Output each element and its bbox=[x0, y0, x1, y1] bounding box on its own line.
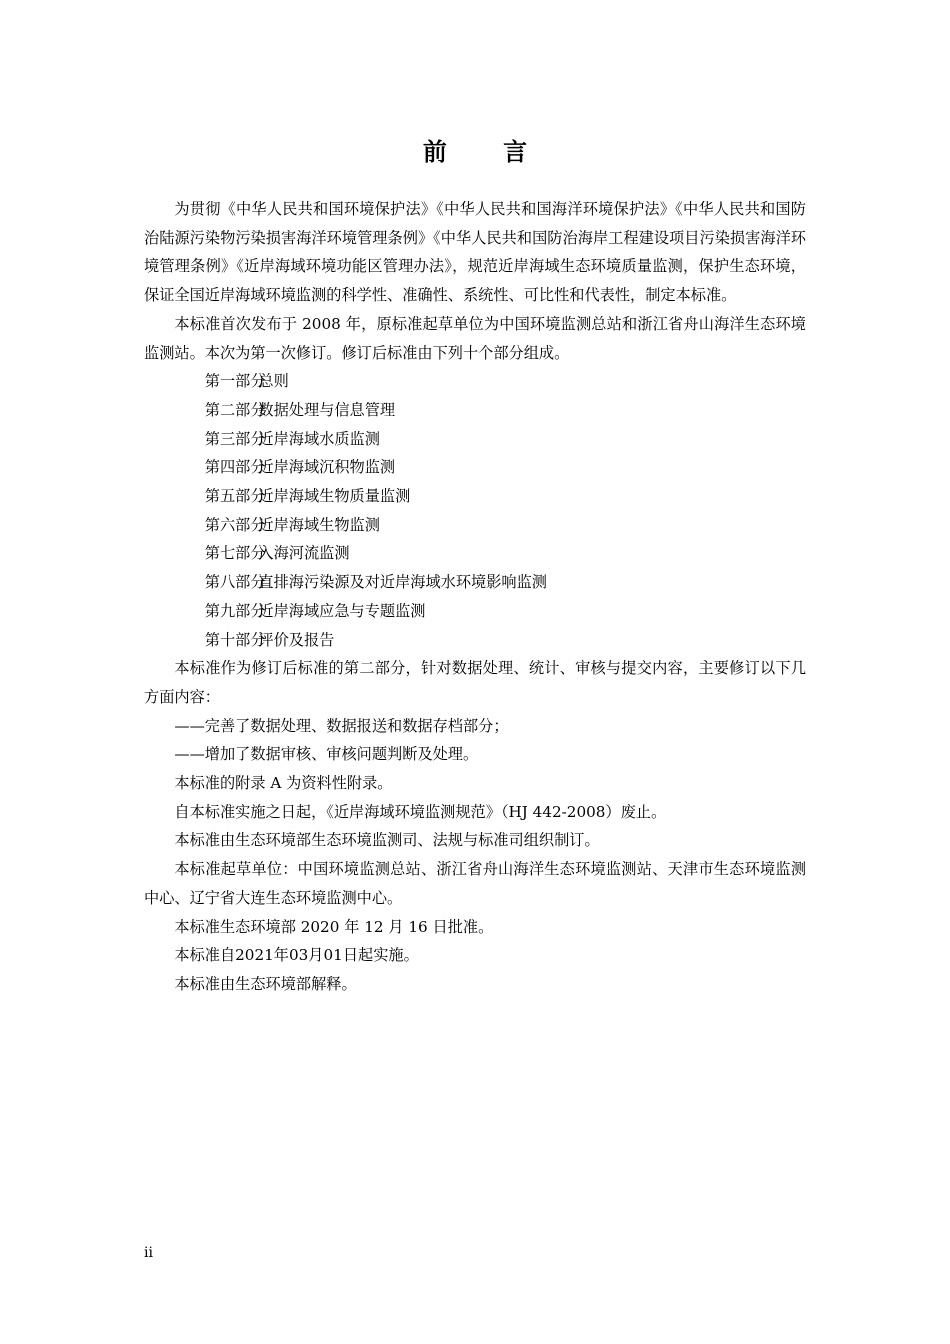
part-name: 近岸海域应急与专题监测 bbox=[258, 601, 426, 620]
part-name: 近岸海域水质监测 bbox=[258, 429, 380, 448]
part-name: 评价及报告 bbox=[258, 630, 335, 649]
part-number: 第六部分 bbox=[204, 515, 266, 534]
part-number: 第一部分 bbox=[204, 372, 266, 391]
list-item bbox=[144, 367, 806, 396]
part-name: 入海河流监测 bbox=[258, 544, 350, 563]
part-number: 第四部分 bbox=[204, 458, 266, 477]
list-item bbox=[144, 597, 806, 626]
paragraph-organizer: 本标准由生态环境部生态环境监测司、法规与标准司组织制订。 bbox=[174, 831, 600, 850]
foreword-body bbox=[144, 195, 806, 999]
part-number: 第七部分 bbox=[204, 544, 266, 563]
list-item bbox=[144, 453, 806, 482]
part-name: 直排海污染源及对近岸海域水环境影响监测 bbox=[258, 573, 547, 592]
list-item bbox=[144, 425, 806, 454]
paragraph-appendix: 本标准的附录 A 为资料性附录。 bbox=[174, 774, 393, 793]
part-name: 近岸海域沉积物监测 bbox=[258, 458, 396, 477]
part-name: 近岸海域生物质量监测 bbox=[258, 487, 411, 506]
revision-item: ——增加了数据审核、审核问题判断及处理。 bbox=[174, 745, 479, 764]
page-title: 前 言 bbox=[422, 138, 552, 166]
part-number: 第十部分 bbox=[204, 630, 266, 649]
list-item bbox=[144, 568, 806, 597]
paragraph-approval: 本标准生态环境部 2020 年 12 月 16 日批准。 bbox=[174, 917, 494, 936]
part-number: 第九部分 bbox=[204, 601, 266, 620]
paragraph-revision-scope: 本标准作为修订后标准的第二部分，针对数据处理、统计、审核与提交内容，主要修订以下几方面内容： bbox=[144, 659, 806, 706]
part-number: 第五部分 bbox=[204, 487, 266, 506]
paragraph-drafters: 本标准起草单位：中国环境监测总站、浙江省舟山海洋生态环境监测站、天津市生态环境监测中心、辽宁省大连生态环境监测中心。 bbox=[144, 860, 806, 907]
part-name: 近岸海域生物监测 bbox=[258, 515, 380, 534]
part-number: 第三部分 bbox=[204, 429, 266, 448]
list-item bbox=[144, 626, 806, 655]
list-item bbox=[144, 539, 806, 568]
list-item bbox=[144, 511, 806, 540]
part-name: 数据处理与信息管理 bbox=[258, 400, 396, 419]
list-item bbox=[144, 396, 806, 425]
paragraph-interpretation: 本标准由生态环境部解释。 bbox=[174, 974, 357, 993]
list-item bbox=[144, 482, 806, 511]
part-number: 第二部分 bbox=[204, 400, 266, 419]
paragraph-history: 本标准首次发布于 2008 年，原标准起草单位为中国环境监测总站和浙江省舟山海洋生态环境监测站。本次为第一次修订。修订后标准由下列十个部分组成。 bbox=[144, 314, 806, 362]
part-number: 第八部分 bbox=[204, 573, 266, 592]
paragraph-purpose: 为贯彻《中华人民共和国环境保护法》《中华人民共和国海洋环境保护法》《中华人民共和国防治陆源污染物污染损害海洋环境管理条例》《中华人民共和国防治海岸工程建设项目污染损害海洋环境管理条例》《近岸海域环境功能区管理办法》，规范近岸海域生态环境质量监测，保护生态环境，保证全国近岸海域环境监测的科学性、准确性、系统性、可比性和代表性，制定本标准。 bbox=[144, 200, 806, 305]
paragraph-effective-date: 本标准自2021年03月01日起实施。 bbox=[174, 946, 419, 965]
part-name: 总则 bbox=[258, 372, 289, 391]
paragraph-supersedes: 自本标准实施之日起，《近岸海域环境监测规范》（HJ 442-2008）废止。 bbox=[174, 802, 667, 821]
revision-item: ——完善了数据处理、数据报送和数据存档部分； bbox=[174, 716, 509, 735]
page-number: ii bbox=[144, 1245, 153, 1261]
